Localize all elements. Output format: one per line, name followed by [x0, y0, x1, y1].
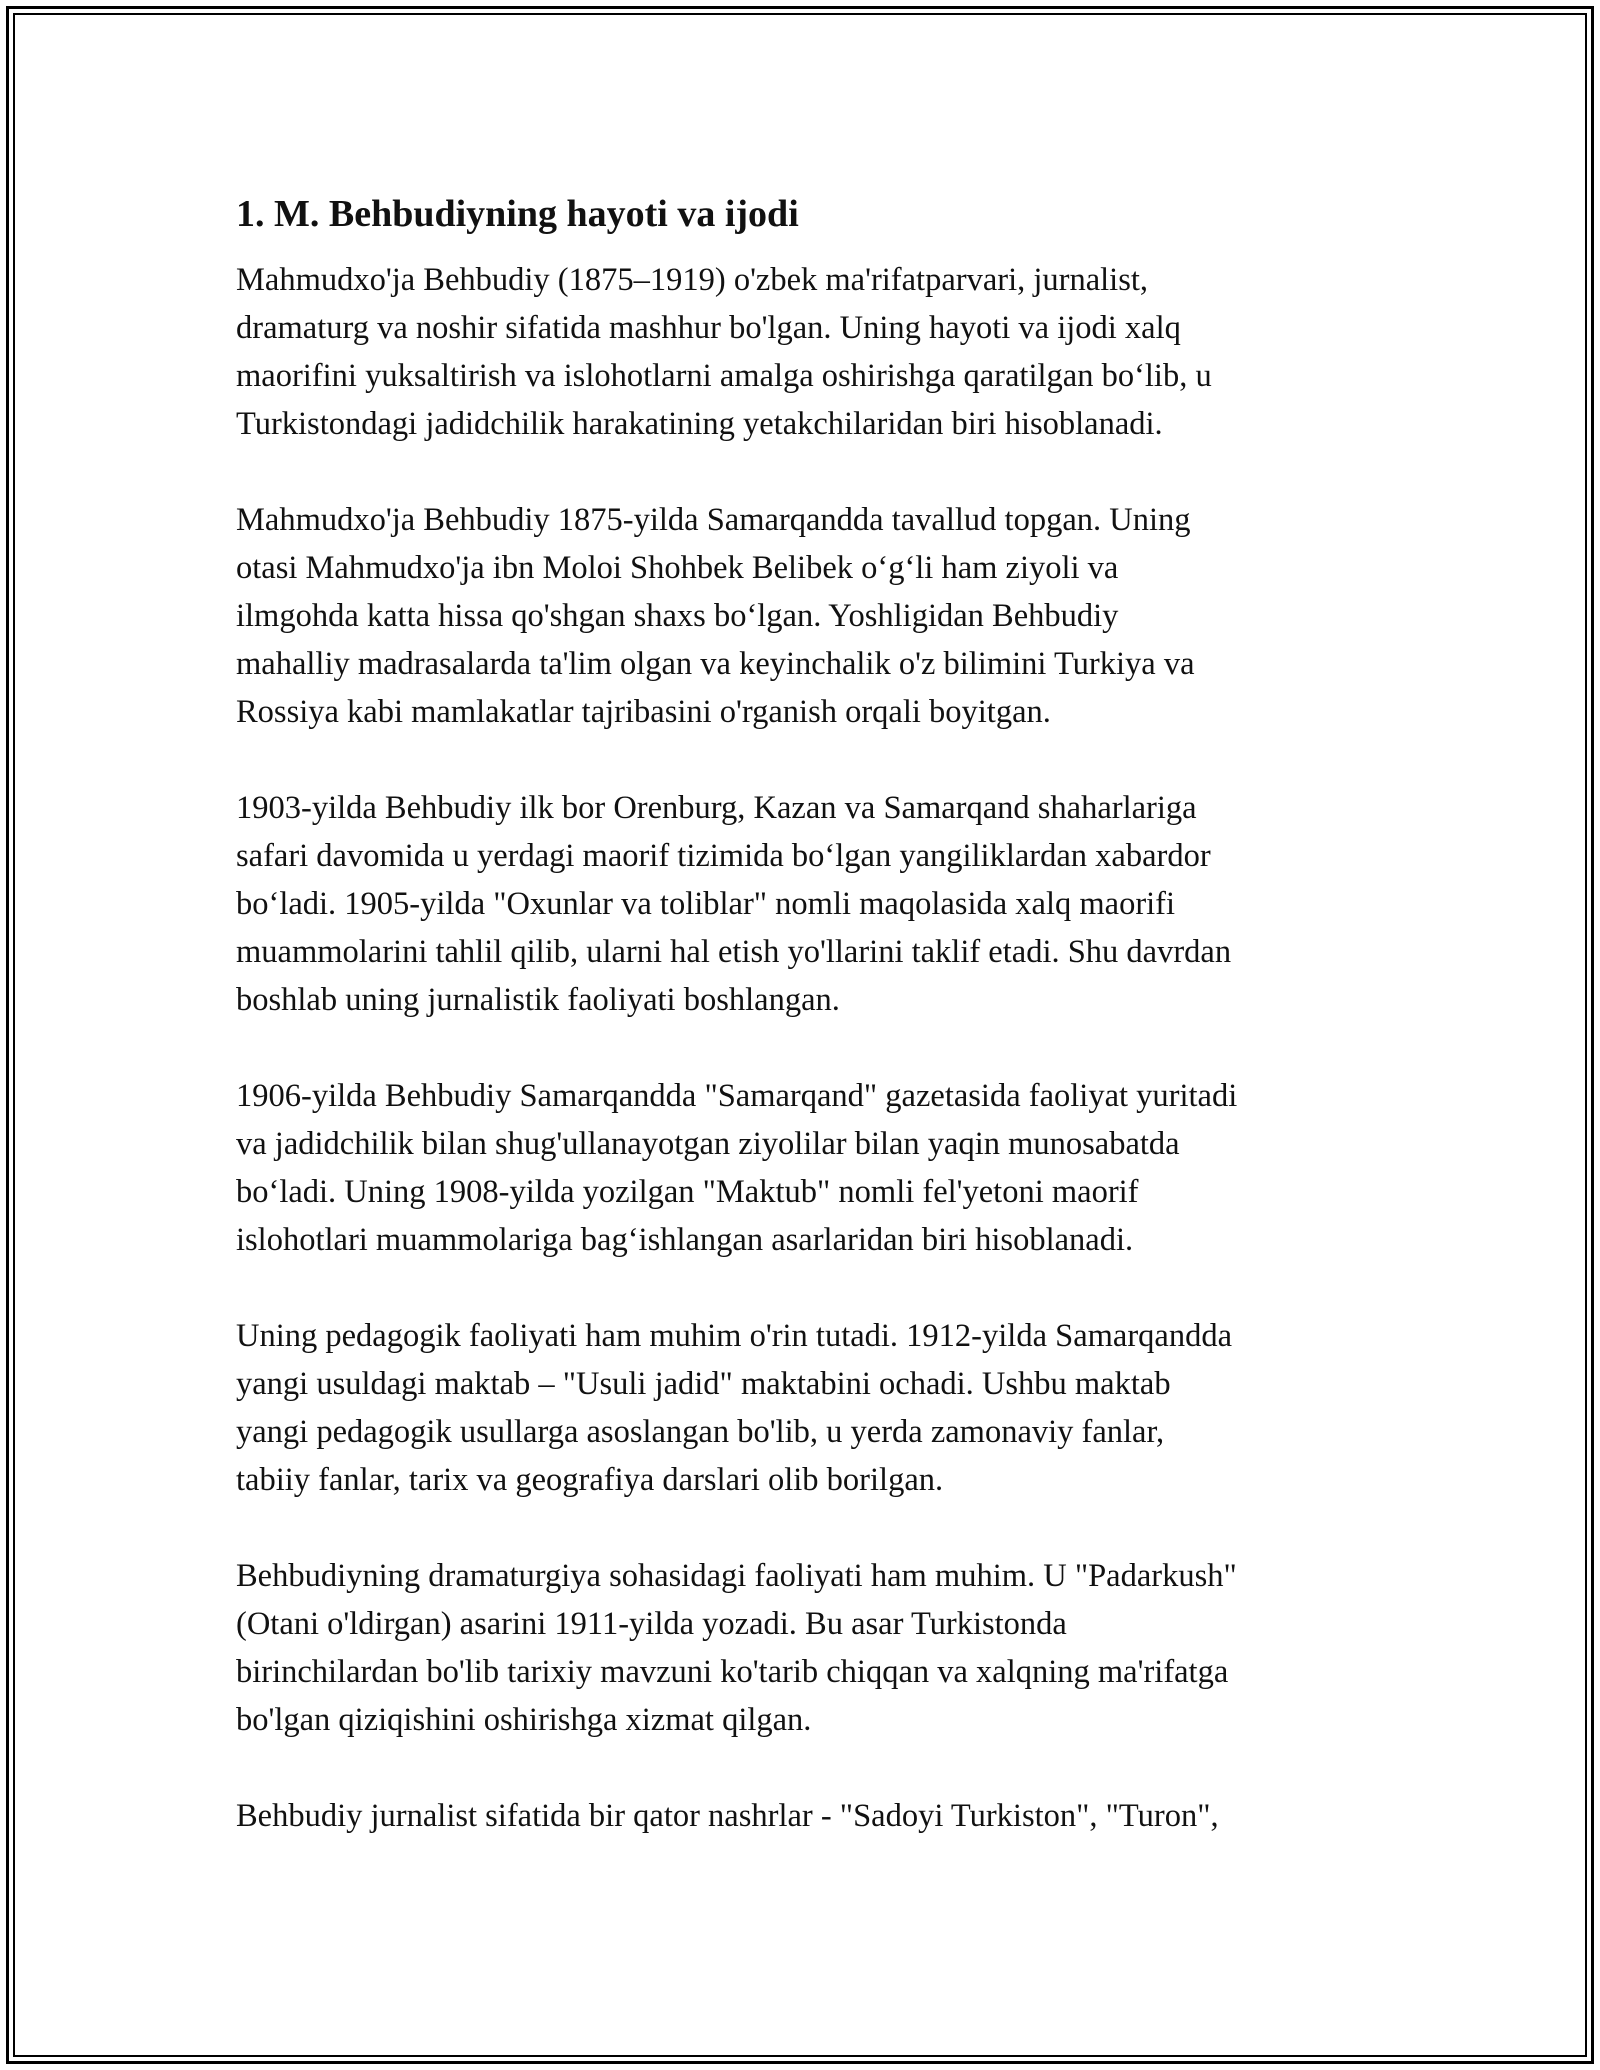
text-line: muammolarini tahlil qilib, ularni hal etish yo'llarini taklif etadi. Shu davrdan: [236, 934, 1232, 970]
document-title: 1. M. Behbudiyning hayoti va ijodi: [236, 193, 799, 235]
paragraph-pedagogy: [236, 1312, 1426, 1504]
text-line: ilmgohda katta hissa qo'shgan shaxs bo‘lgan. Yoshligidan Behbudiy: [236, 598, 1119, 634]
text-line: Behbudiyning dramaturgiya sohasidagi faoliyati ham muhim. U "Padarkush": [236, 1558, 1237, 1594]
text-line: safari davomida u yerdagi maorif tizimida bo‘lgan yangiliklardan xabardor: [236, 838, 1211, 874]
paragraph-travels: [236, 784, 1426, 1024]
text-line: birinchilardan bo'lib tarixiy mavzuni ko'tarib chiqqan va xalqning ma'rifatga: [236, 1654, 1229, 1690]
paragraph-intro: [236, 256, 1426, 448]
text-line: Uning pedagogik faoliyati ham muhim o'rin tutadi. 1912-yilda Samarqandda: [236, 1318, 1232, 1354]
text-line: tabiiy fanlar, tarix va geografiya darslari olib borilgan.: [236, 1462, 944, 1498]
text-line: Mahmudxo'ja Behbudiy (1875–1919) o'zbek ma'rifatparvari, jurnalist,: [236, 262, 1148, 298]
text-line: bo‘ladi. 1905-yilda "Oxunlar va toliblar" nomli maqolasida xalq maorifi: [236, 886, 1176, 922]
text-line: bo'lgan qiziqishini oshirishga xizmat qilgan.: [236, 1702, 812, 1738]
text-line: Behbudiy jurnalist sifatida bir qator nashrlar - "Sadoyi Turkiston", "Turon",: [236, 1798, 1219, 1834]
text-line: 1906-yilda Behbudiy Samarqandda "Samarqand" gazetasida faoliyat yuritadi: [236, 1078, 1238, 1114]
text-line: yangi usuldagi maktab – "Usuli jadid" maktabini ochadi. Ushbu maktab: [236, 1366, 1171, 1402]
text-line: boshlab uning jurnalistik faoliyati boshlangan.: [236, 982, 840, 1018]
text-line: mahalliy madrasalarda ta'lim olgan va keyinchalik o'z bilimini Turkiya va: [236, 646, 1195, 682]
text-line: Turkistondagi jadidchilik harakatining yetakchilaridan biri hisoblanadi.: [236, 406, 1163, 442]
paragraph-early-life: [236, 496, 1426, 736]
text-line: bo‘ladi. Uning 1908-yilda yozilgan "Maktub" nomli fel'yetoni maorif: [236, 1174, 1139, 1210]
text-line: dramaturg va noshir sifatida mashhur bo'lgan. Uning hayoti va ijodi xalq: [236, 310, 1181, 346]
text-line: yangi pedagogik usullarga asoslangan bo'lib, u yerda zamonaviy fanlar,: [236, 1414, 1165, 1450]
paragraph-dramaturgy: [236, 1552, 1426, 1744]
text-line: va jadidchilik bilan shug'ullanayotgan ziyolilar bilan yaqin munosabatda: [236, 1126, 1180, 1162]
paragraph-journalism: [236, 1072, 1426, 1264]
text-line: otasi Mahmudxo'ja ibn Moloi Shohbek Belibek o‘g‘li ham ziyoli va: [236, 550, 1119, 586]
text-line: 1903-yilda Behbudiy ilk bor Orenburg, Kazan va Samarqand shaharlariga: [236, 790, 1197, 826]
paragraph-publications: [236, 1792, 1426, 1840]
text-line: Rossiya kabi mamlakatlar tajribasini o'rganish orqali boyitgan.: [236, 694, 1051, 730]
text-line: Mahmudxo'ja Behbudiy 1875-yilda Samarqandda tavallud topgan. Uning: [236, 502, 1191, 538]
text-line: islohotlari muammolariga bag‘ishlangan asarlaridan biri hisoblanadi.: [236, 1222, 1134, 1258]
text-line: maorifini yuksaltirish va islohotlarni amalga oshirishga qaratilgan bo‘lib, u: [236, 358, 1212, 394]
text-line: (Otani o'ldirgan) asarini 1911-yilda yozadi. Bu asar Turkistonda: [236, 1606, 1067, 1642]
document-body: [236, 186, 1426, 1840]
